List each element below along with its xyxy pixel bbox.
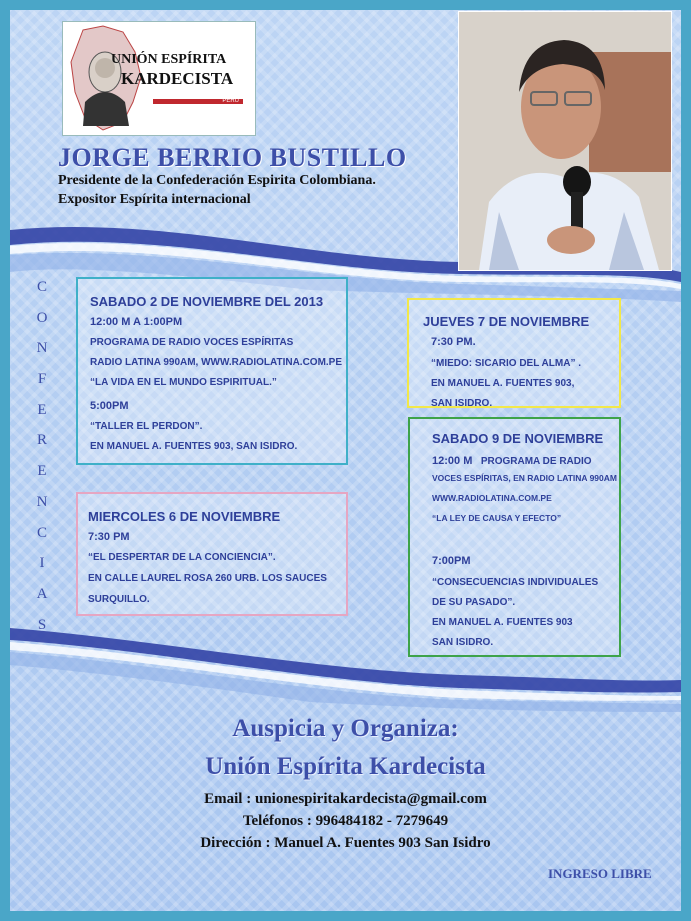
event-line: DE SU PASADO”. [432,597,516,608]
event-box-sat9 [408,417,621,657]
letter: N [36,340,48,357]
logo [62,21,256,136]
contact-address: Dirección : Manuel A. Fuentes 903 San Isidro [200,835,491,851]
event-line: “MIEDO: SICARIO DEL ALMA” . [431,358,581,369]
letter: C [36,279,47,295]
event-line: VOCES ESPÍRITAS, EN RADIO LATINA 990AM [432,473,617,483]
event-line: “TALLER EL PERDON”. [90,421,203,432]
letter: C [36,524,47,541]
letter: E [37,401,47,418]
event-line: WWW.RADIOLATINA.COM.PE [432,493,552,503]
logo-line1: UNIÓN ESPÍRITA [111,52,227,67]
event-line: “EL DESPERTAR DE LA CONCIENCIA”. [88,552,276,563]
event-line: EN MANUEL A. FUENTES 903, SAN ISIDRO. [90,441,298,452]
event-line: EN MANUEL A. FUENTES 903, [431,378,575,389]
organization-name: Unión Espírita Kardecista [205,753,486,780]
event-time: 12:00 M [432,455,473,467]
event-line: PROGRAMA DE RADIO [480,456,592,467]
conferencias-vertical-label [33,272,51,640]
event-time-row [432,451,592,469]
event-time: 7:00PM [432,555,471,567]
event-box-sat2 [76,277,348,465]
speaker-name: JORGE BERRIO BUSTILLO [58,143,407,172]
event-line: RADIO LATINA 990AM, WWW.RADIOLATINA.COM.PE [90,357,343,368]
letter: F [37,371,47,388]
free-entry-label: INGRESO LIBRE [548,866,652,881]
event-poster [10,10,681,911]
letter: A [36,585,48,602]
speaker-title-2: Expositor Espírita internacional [58,192,251,207]
letter: N [36,493,48,510]
event-box-thu7 [407,298,621,408]
event-line: “LA VIDA EN EL MUNDO ESPIRITUAL.” [90,377,277,388]
event-time: 7:30 PM. [431,336,476,348]
event-time: 7:30 PM [88,531,130,543]
event-title: MIERCOLES 6 DE NOVIEMBRE [88,509,281,524]
speaker-title-1: Presidente de la Confederación Espirita Colombiana. [58,173,376,188]
event-line: SAN ISIDRO. [432,637,494,648]
letter: I [39,555,45,572]
event-line: “LA LEY DE CAUSA Y EFECTO” [432,513,562,523]
event-line: SAN ISIDRO. [431,398,493,409]
contact-phones: Teléfonos : 996484182 - 7279649 [242,813,449,829]
event-line: EN MANUEL A. FUENTES 903 [432,617,573,628]
logo-line2: KARDECISTA [121,69,234,88]
event-line: PROGRAMA DE RADIO VOCES ESPÍRITAS [90,337,294,348]
logo-bar [153,99,243,104]
speaker-photo [458,11,672,271]
speaker-photo-illustration [459,12,671,270]
letter: E [37,463,47,480]
event-line: SURQUILLO. [88,594,150,605]
event-line: “CONSECUENCIAS INDIVIDUALES [432,577,599,588]
letter: S [37,616,47,633]
event-title: JUEVES 7 DE NOVIEMBRE [423,314,590,329]
event-time: 12:00 M A 1:00PM [90,316,183,328]
event-title: SABADO 9 DE NOVIEMBRE [432,431,604,446]
letter: R [36,432,47,449]
event-time: 5:00PM [90,400,129,412]
logo-country: PERU [222,98,239,104]
event-title: SABADO 2 DE NOVIEMBRE DEL 2013 [90,294,324,309]
event-box-wed6 [76,492,348,616]
letter: O [36,309,48,326]
event-line: EN CALLE LAUREL ROSA 260 URB. LOS SAUCES [88,573,327,584]
sponsor-heading: Auspicia y Organiza: [232,715,459,742]
contact-email: Email : unionespiritakardecista@gmail.com [204,791,487,807]
